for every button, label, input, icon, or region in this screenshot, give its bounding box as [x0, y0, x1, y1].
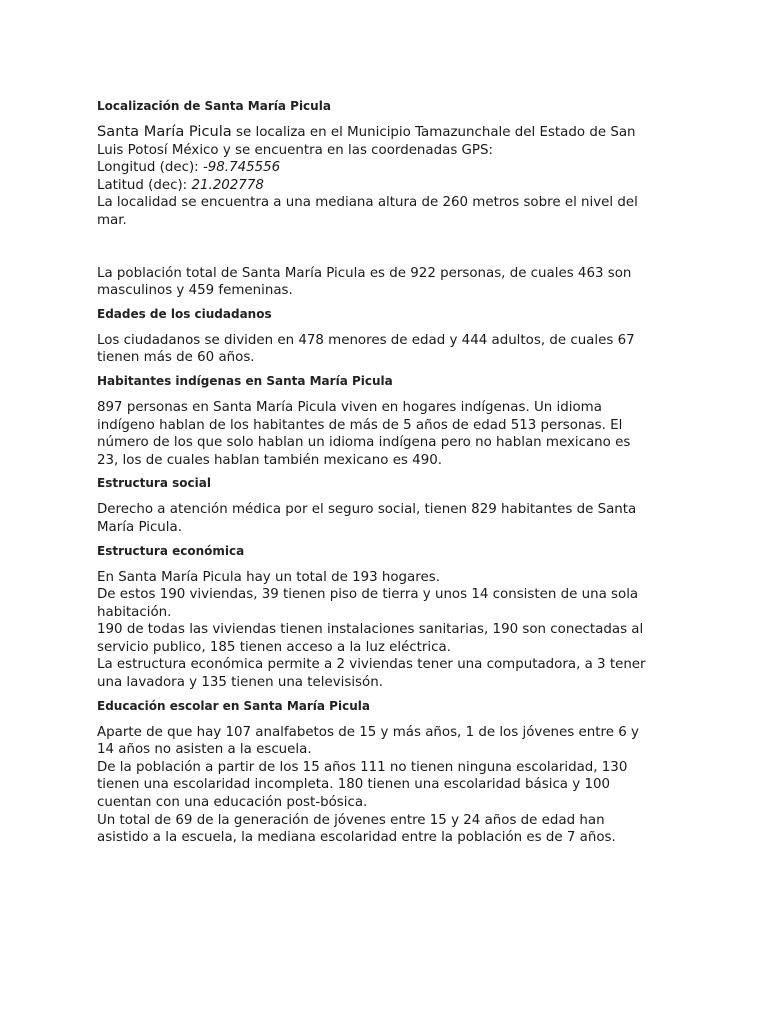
educacion-line-6: Un total de 69 de la generación de jóvenes entre 15 y 24 años de edad han	[97, 812, 605, 828]
paragraph-localizacion	[97, 123, 668, 230]
poblacion-line-1: La población total de Santa María Picula es de 922 personas, de cuales 463 son	[97, 265, 632, 281]
altura-line-1: La localidad se encuentra a una mediana altura de 260 metros sobre el nivel del	[97, 195, 638, 211]
paragraph-educacion	[97, 724, 668, 847]
educacion-line-3: De la población a partir de los 15 años 111 no tienen ninguna escolaridad, 130	[97, 759, 628, 775]
heading-educacion: Educación escolar en Santa María Picula	[97, 698, 370, 713]
longitud-line	[97, 159, 668, 177]
educacion-line-5: cuentan con una educación post-bósica.	[97, 795, 368, 811]
paragraph-social	[97, 501, 668, 536]
economica-line-6: La estructura económica permite a 2 viviendas tener una computadora, a 3 tener	[97, 657, 646, 673]
economica-line-4: 190 de todas las viviendas tienen instalaciones sanitarias, 190 son conectadas al	[97, 622, 644, 638]
latitud-label: Latitud (dec):	[97, 177, 192, 193]
indigenas-line-2: indígeno hablan de los habitantes de más de 5 años de edad 513 personas. El	[97, 417, 623, 433]
poblacion-line-2: masculinos y 459 femeninas.	[97, 283, 293, 299]
edades-line-1: Los ciudadanos se dividen en 478 menores de edad y 444 adultos, de cuales 67	[97, 332, 635, 348]
spacer	[97, 230, 668, 265]
heading-social: Estructura social	[97, 476, 211, 491]
latitud-value: 21.202778	[191, 177, 264, 193]
paragraph-edades	[97, 332, 668, 367]
indigenas-line-3: número de los que solo hablan un idioma indígena pero no hablan mexicano es	[97, 435, 631, 451]
intro-text-1: se localiza en el Municipio Tamazunchale del Estado de San	[231, 125, 636, 140]
social-line-1: Derecho a atención médica por el seguro social, tienen 829 habitantes de Santa	[97, 502, 637, 518]
educacion-line-1: Aparte de que hay 107 analfabetos de 15 y más años, 1 de los jóvenes entre 6 y	[97, 724, 639, 740]
economica-line-3: habitación.	[97, 604, 172, 620]
longitud-value: -98.745556	[202, 160, 281, 176]
economica-line-5: servicio publico, 185 tienen acceso a la luz eléctrica.	[97, 639, 451, 655]
edades-line-2: tienen más de 60 años.	[97, 350, 255, 366]
locality-name: Santa María Picula	[97, 123, 232, 140]
heading-localizacion: Localización de Santa María Picula	[97, 99, 331, 113]
paragraph-poblacion	[97, 265, 668, 300]
altura-line-2: mar.	[97, 212, 127, 228]
heading-indigenas: Habitantes indígenas en Santa María Picula	[97, 373, 393, 388]
intro-line-2: Luis Potosí México y se encuentra en las coordenadas GPS:	[97, 142, 494, 158]
indigenas-line-1: 897 personas en Santa María Picula viven en hogares indígenas. Un idioma	[97, 399, 602, 415]
intro-line-1	[97, 123, 668, 142]
latitud-line	[97, 177, 668, 195]
heading-edades: Edades de los ciudadanos	[97, 306, 272, 321]
economica-line-7: una lavadora y 135 tienen una televisisón.	[97, 675, 383, 691]
educacion-line-4: tienen una escolaridad incompleta. 180 tienen una escolaridad básica y 100	[97, 777, 611, 793]
paragraph-economica	[97, 569, 668, 692]
longitud-label: Longitud (dec):	[97, 160, 203, 176]
economica-line-1: En Santa María Picula hay un total de 193 hogares.	[97, 569, 440, 585]
economica-line-2: De estos 190 viviendas, 39 tienen piso de tierra y unos 14 consisten de una sola	[97, 587, 639, 603]
educacion-line-2: 14 años no asisten a la escuela.	[97, 742, 312, 758]
social-line-2: María Picula.	[97, 519, 182, 535]
paragraph-indigenas	[97, 399, 668, 469]
educacion-line-7: asistido a la escuela, la mediana escolaridad entre la población es de 7 años.	[97, 830, 616, 846]
indigenas-line-4: 23, los de cuales hablan también mexicano es 490.	[97, 452, 442, 468]
heading-economica: Estructura económica	[97, 543, 245, 558]
